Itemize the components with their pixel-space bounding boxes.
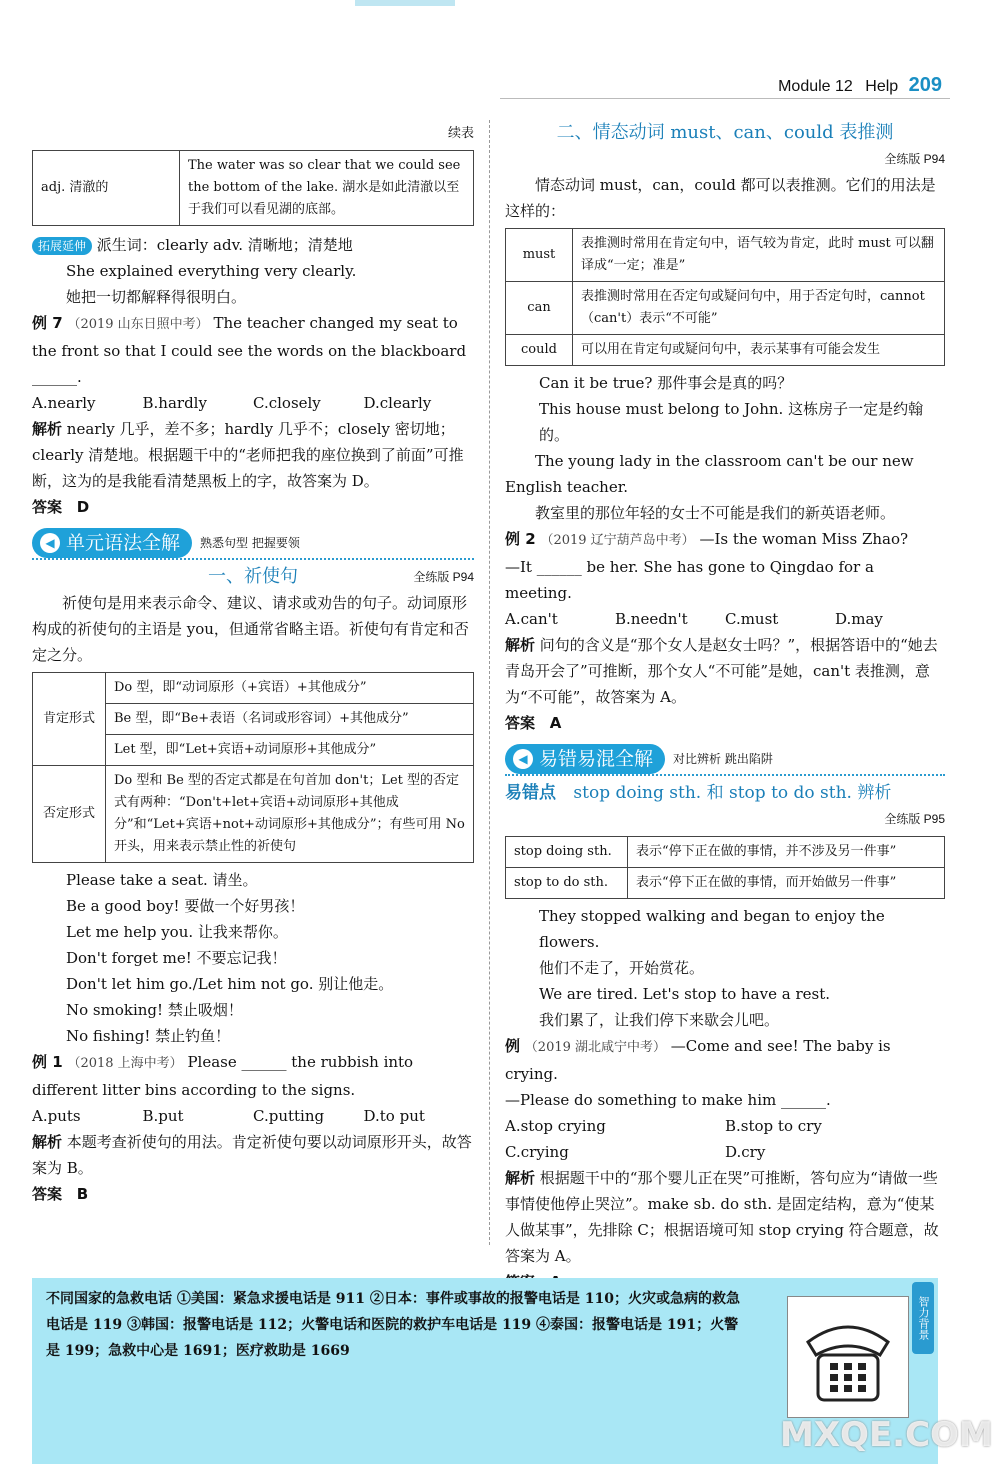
section2-intro: 情态动词 must，can，could 都可以表推测。它们的用法是这样的： [505,176,936,220]
extension-line [32,232,474,258]
option: B.needn't [615,610,688,628]
modal-example: This house must belong to John. 这栋房子一定是约翰的。 [539,400,924,444]
megaphone-icon: ◀ [40,533,60,553]
stop-example: We are tired. Let's stop to have a rest. [539,985,830,1003]
answer-value: B [76,1185,89,1203]
modal-example: Can it be true? 那件事会是真的吗？ [539,374,793,392]
stop-example: 他们不走了，开始赏花。 [539,959,705,977]
extension-cn: 她把一切都解释得很明白。 [66,288,247,306]
example3-text: —Come and see! The baby is crying. [505,1037,891,1083]
example7-options [32,390,474,416]
example2-source: （2019 辽宁葫芦岛中考） [540,533,695,548]
option: C.crying [505,1143,569,1161]
analysis-label: 解析 [505,1169,536,1187]
option: B.stop to cry [725,1117,822,1135]
vocab-table [32,150,474,226]
option: B.hardly [142,394,207,412]
stop-example: 我们累了，让我们停下来歇会儿吧。 [539,1011,780,1029]
example1-analysis [32,1129,474,1181]
stop-example: They stopped walking and began to enjoy the flowers. [539,907,885,951]
analysis-label: 解析 [32,420,63,438]
modal-desc: 表推测时常用在否定句或疑问句中，用于否定句时，cannot（can't）表示“不可能” [573,282,945,335]
analysis-label: 解析 [32,1133,63,1151]
example7-question [32,310,474,390]
answer-label: 答案 [32,1185,63,1203]
watermark: MXQE.COM [780,1415,993,1455]
stop-key: stop to do sth. [506,868,628,899]
example7-text: The teacher changed my seat to the front so that I could see the words on the blackboard ______. [32,314,467,386]
modal-table [505,228,945,366]
example-sentence: Let me help you. 让我来帮你。 [66,923,288,941]
error-point-label: 易错点 [505,783,556,803]
megaphone-icon: ◀ [513,749,533,769]
example3-source: （2019 湖北咸宁中考） [524,1040,667,1055]
example2-text: —Is the woman Miss Zhao? [699,530,909,548]
example-sentence: Don't forget me! 不要忘记我！ [66,949,287,967]
answer-value: A [549,714,562,732]
page-header [778,74,942,97]
section2-title: 二、情态动词 must、can、could 表推测 [556,122,894,143]
example3-label: 例 [505,1037,521,1055]
error-point-ref: 全练版 P95 [884,812,945,826]
analysis-text: 根据题干中的“那个婴儿正在哭”可推断，答句应为“请做一些事情使他停止哭泣”。make sb. do sth. 是固定结构，意为“使某人做某事”，先排除 C；根据语境可知 stop crying 符合题意，故答案为 A。 [505,1169,939,1265]
example-sentence: Don't let him go./Let him not go. 别让他走。 [66,975,394,993]
option: B.put [142,1107,184,1125]
positive-label: 肯定形式 [33,673,106,766]
extension-tag: 拓展延伸 [32,237,92,255]
stop-key: stop doing sth. [506,837,628,868]
imperative-table [32,672,474,863]
analysis-label: 解析 [505,636,536,654]
example-sentence: No smoking! 禁止吸烟！ [66,1001,243,1019]
example3-question [505,1033,945,1087]
example7-answer [32,494,474,520]
vocab-word: adj. 清澈的 [33,151,180,226]
section-intro: 祈使句是用来表示命令、建议、请求或劝告的句子。动词原形构成的祈使句的主语是 you，但通常省略主语。祈使句有肯定和否定之分。 [32,594,469,664]
example-sentence: No fishing! 禁止钓鱼！ [66,1027,231,1045]
positive-row: Be 型，即“Be+表语（名词或形容词）+其他成分” [106,704,474,735]
example1-text: Please ______ the rubbish into different litter bins according to the signs. [32,1053,414,1099]
side-tag: 智力背景 [912,1282,934,1354]
example7-source: （2019 山东日照中考） [67,317,209,332]
module-label: Module 12 [778,78,853,95]
positive-row: Do 型，即“动词原形（+宾语）+其他成分” [106,673,474,704]
page-number: 209 [908,74,942,96]
top-strip [0,0,1000,8]
modal-example: The young lady in the classroom can't be our new English teacher. [505,452,914,496]
extension-en: She explained everything very clearly. [66,262,357,280]
error-point-title [505,780,945,806]
vocab-example: The water was so clear that we could see the bottom of the lake. 湖水是如此清澈以至于我们可以看见湖的底部。 [180,151,474,226]
example3-options [505,1113,945,1165]
option: A.stop crying [505,1117,606,1135]
modal-word: must [506,229,573,282]
telephone-icon [787,1296,909,1418]
example2-text2: —It ______ be her. She has gone to Qingdao for a meeting. [505,558,874,602]
example2-options [505,606,945,632]
example7-analysis [32,416,474,494]
modal-desc: 表推测时常用在肯定句中，语气较为肯定，此时 must 可以翻译成“一定；准是” [573,229,945,282]
positive-row: Let 型，即“Let+宾语+动词原形+其他成分” [106,735,474,766]
info-title: 不同国家的急救电话 [46,1291,172,1307]
example2-analysis [505,632,945,710]
option: A.puts [32,1107,81,1125]
example1-source: （2018 上海中考） [67,1056,183,1071]
modal-example-cn: 教室里的那位年轻的女士不可能是我们的新英语老师。 [535,504,896,522]
continued-label: 续表 [447,125,474,140]
header-rule [500,98,950,99]
analysis-text: 本题考查祈使句的用法。肯定祈使句要以动词原形开头，故答案为 B。 [32,1133,472,1177]
modal-word: could [506,335,573,366]
example7-label: 例 7 [32,314,63,332]
modal-desc: 可以用在肯定句或疑问句中，表示某事有可能会发生 [573,335,945,366]
section2-ref: 全练版 P94 [884,152,945,166]
stop-value: 表示“停下正在做的事情，而开始做另一件事” [628,868,945,899]
info-body: ①美国：紧急求援电话是 911 ②日本：事件或事故的报警电话是 110；火灾或急病的救急电话是 119 ③韩国：报警电话是 112；火警电话和医院的救护车电话是 119 ④泰国：报警电话是 191；火警是 199；急救中心是 1691；医疗救助是 1669 [46,1291,740,1359]
left-column [32,120,474,1207]
section-ref: 全练版 P94 [413,570,474,584]
banner-subtitle: 对比辨析 跳出陷阱 [673,752,773,766]
example2-label: 例 2 [505,530,536,548]
extension-text: 派生词：clearly adv. 清晰地；清楚地 [96,236,353,254]
option: A.can't [505,610,558,628]
answer-label: 答案 [505,714,536,732]
banner-title: 易错易混全解 [539,748,654,770]
option: C.putting [253,1107,325,1125]
option: A.nearly [32,394,96,412]
answer-value: D [76,498,90,516]
grammar-banner [32,528,474,560]
stop-table [505,836,945,899]
option: C.must [725,610,779,628]
option: C.closely [253,394,321,412]
info-text [46,1286,746,1364]
analysis-text: 问句的含义是“那个女人是赵女士吗？”，根据答语中的“她去青岛开会了”可推断，那个女人“不可能”是她，can't 表推测，意为“不可能”，故答案为 A。 [505,636,938,706]
example2-answer [505,710,945,736]
option: D.to put [363,1107,425,1125]
errors-banner [505,744,945,776]
banner-title: 单元语法全解 [66,532,181,554]
example1-options [32,1103,474,1129]
example1-question [32,1049,474,1103]
answer-label: 答案 [32,498,63,516]
option: D.cry [725,1143,766,1161]
analysis-text: nearly 几乎，差不多；hardly 几乎不；closely 密切地；clearly 清楚地。根据题干中的“老师把我的座位换到了前面”可推断，这为的是我能看清楚黑板上的字，故答案为 D。 [32,420,464,490]
example1-answer [32,1181,474,1207]
example-sentence: Be a good boy! 要做一个好男孩！ [66,897,305,915]
example-sentence: Please take a seat. 请坐。 [66,871,258,889]
negative-row: Do 型和 Be 型的否定式都是在句首加 don't；Let 型的否定式有两种：“Don't+let+宾语+动词原形+其他成分”和“Let+宾语+not+动词原形+其他成分”；有些可用 No 开头，用来表示禁止性的祈使句 [106,766,474,863]
header-title: Help [865,78,899,95]
option: D.may [835,610,883,628]
negative-label: 否定形式 [33,766,106,863]
column-divider [489,120,490,1245]
banner-subtitle: 熟悉句型 把握要领 [200,536,300,550]
section-title: 一、祈使句 [208,566,298,587]
right-column [505,120,945,1295]
example3-text2: —Please do something to make him ______. [505,1091,831,1109]
example3-analysis [505,1165,945,1269]
modal-word: can [506,282,573,335]
error-point-text: stop doing sth. 和 stop to do sth. 辨析 [573,783,892,803]
option: D.clearly [363,394,432,412]
example2-question [505,526,945,554]
example1-label: 例 1 [32,1053,63,1071]
stop-value: 表示“停下正在做的事情，并不涉及另一件事” [628,837,945,868]
